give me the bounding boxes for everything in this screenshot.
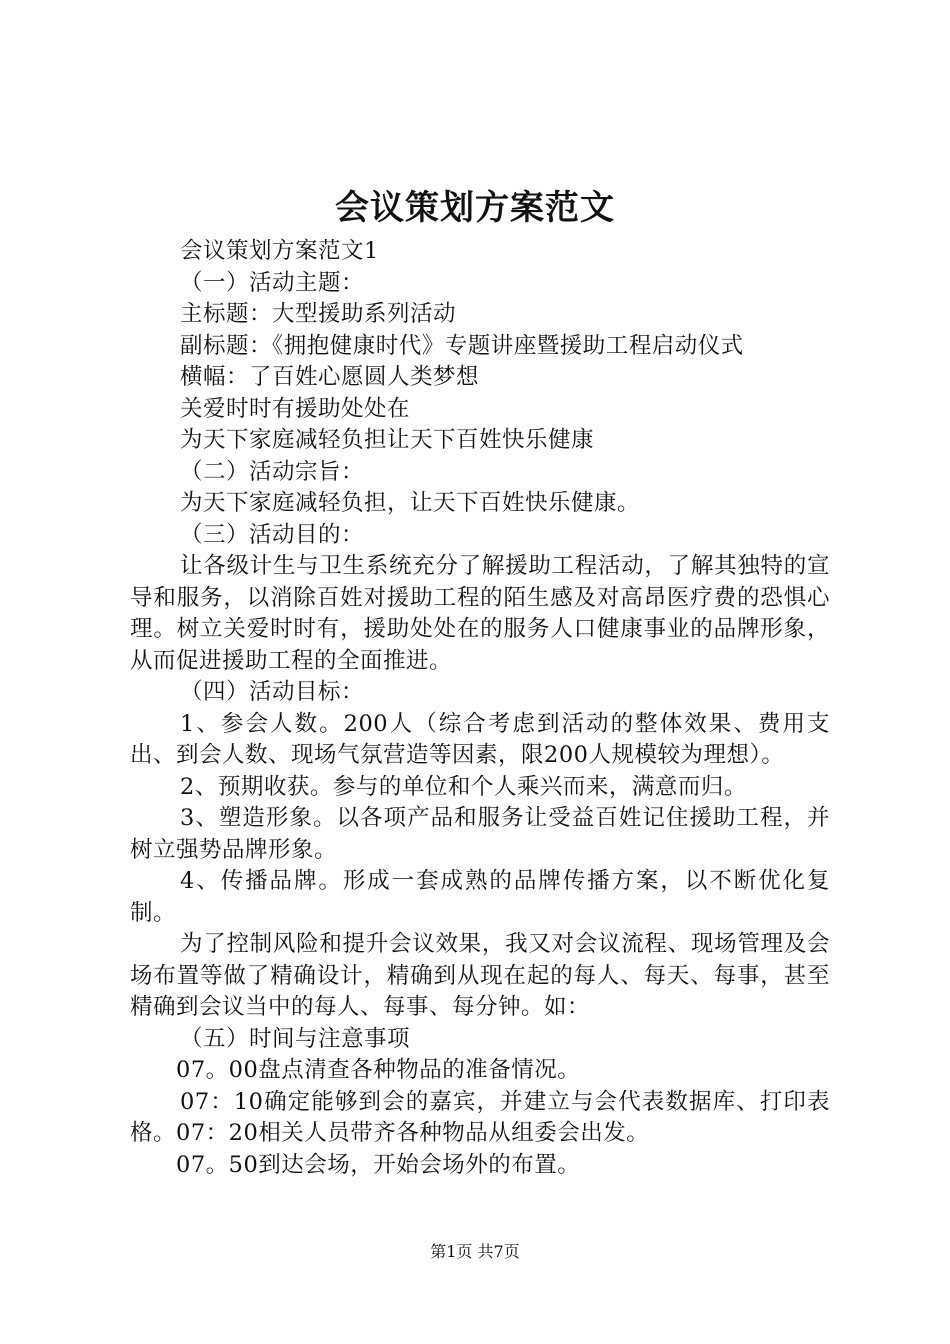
paragraph: 副标题：《拥抱健康时代》专题讲座暨援助工程启动仪式	[180, 332, 744, 359]
paragraph: （五）时间与注意事项	[180, 1025, 411, 1052]
paragraph: 07。50到达会场，开始会场外的布置。	[176, 1151, 581, 1178]
paragraph: 07。00盘点清查各种物品的准备情况。	[176, 1057, 581, 1083]
paragraph: 为天下家庭减轻负担，让天下百姓快乐健康。	[180, 490, 641, 516]
paragraph: 会议策划方案范文1	[180, 238, 379, 264]
paragraph: 关爱时时有援助处处在	[180, 395, 411, 422]
paragraph: 横幅：了百姓心愿圆人类梦想	[180, 364, 480, 390]
document-title: 会议策划方案范文	[335, 188, 615, 228]
paragraph: 为天下家庭减轻负担让天下百姓快乐健康	[180, 427, 595, 453]
paragraph: 主标题：大型援助系列活动	[180, 301, 457, 327]
paragraph: （四）活动目标：	[180, 679, 365, 705]
document-body	[130, 236, 830, 1181]
paragraph: 2、预期收获。参与的单位和个人乘兴而来，满意而归。	[180, 773, 747, 800]
paragraph: 4、传播品牌。形成一套成熟的品牌传播方案，以不断优化复制。	[130, 868, 830, 926]
paragraph: （二）活动宗旨：	[180, 458, 365, 485]
paragraph: 1、参会人数。200人（综合考虑到活动的整体效果、费用支出、到会人数、现场气氛营造等因素，限200人规模较为理想）。	[130, 710, 830, 768]
paragraph: 07：10确定能够到会的嘉宾，并建立与会代表数据库、打印表格。07：20相关人员带齐各种物品从组委会出发。	[130, 1088, 830, 1146]
page-footer: 第1页 共7页	[430, 1242, 520, 1261]
paragraph: 3、塑造形象。以各项产品和服务让受益百姓记住援助工程，并树立强势品牌形象。	[130, 805, 830, 863]
paragraph: 为了控制风险和提升会议效果，我又对会议流程、现场管理及会场布置等做了精确设计，精确到从现在起的每人、每天、每事，甚至精确到会议当中的每人、每事、每分钟。如：	[130, 931, 830, 1020]
paragraph: （一）活动主题：	[180, 269, 365, 296]
paragraph: 让各级计生与卫生系统充分了解援助工程活动，了解其独特的宣导和服务，以消除百姓对援助工程的陌生感及对高昂医疗费的恐惧心理。树立关爱时时有，援助处处在的服务人口健康事业的品牌形象，从而促进援助工程的全面推进。	[130, 553, 830, 674]
paragraph: （三）活动目的：	[180, 521, 365, 548]
